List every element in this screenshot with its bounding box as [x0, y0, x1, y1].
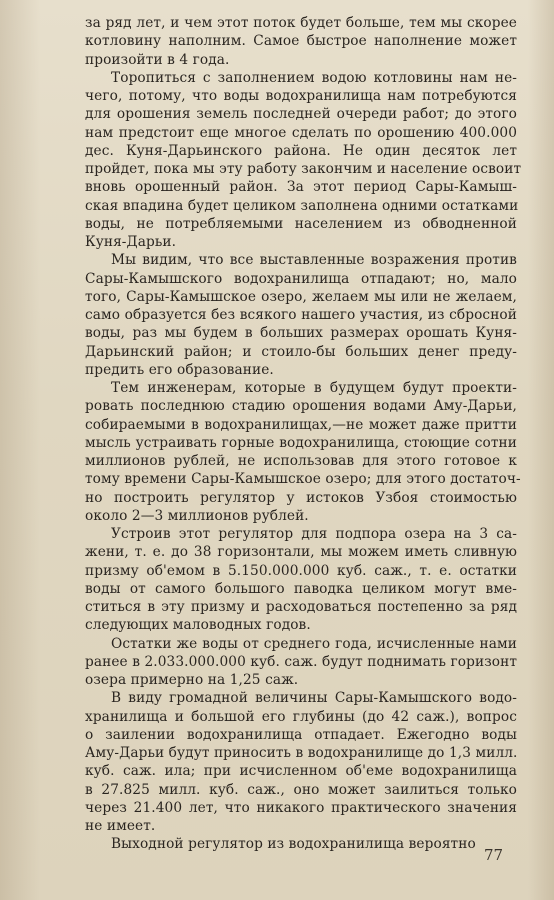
paragraph — [85, 14, 517, 69]
paragraph — [85, 69, 522, 252]
text-line: собираемыми в водохранилищах,—не может даже притти — [85, 416, 517, 433]
text-line: ранее в 2.033.000.000 куб. саж. будут поднимать горизонт — [85, 653, 518, 670]
text-line: произойти в 4 года. — [85, 51, 230, 68]
paragraph — [85, 379, 521, 525]
text-line: предить его образование. — [85, 361, 274, 378]
text-line: Тем инженерам, которые в будущем будут проекти- — [111, 380, 517, 396]
text-line: В виду громадной величины Сары-Камышского водо- — [111, 690, 517, 707]
paragraph — [85, 635, 517, 690]
text-line: ская впадина будет целиком заполнена одними остатками — [85, 197, 519, 214]
text-line: Куня-Дарьи. — [85, 234, 177, 250]
text-line: воды, не потребляемыми населением из обводненной — [85, 215, 517, 232]
text-line: через 21.400 лет, что никакого практического значения — [85, 799, 517, 816]
text-line: пройдет, пока мы эту работу закончим и население освоит — [85, 161, 522, 177]
paragraph — [85, 689, 517, 835]
text-line: вновь орошенный район. За этот период Сары-Камыш- — [85, 179, 517, 196]
paragraph — [85, 251, 517, 379]
text-line: Дарьинский район; и стоило-бы больших денег преду- — [85, 343, 517, 360]
text-line: призму об'емом в 5.150.000.000 куб. саж., т. е. остатки — [85, 562, 517, 579]
text-line: в 27.825 милл. куб. саж., оно может заилиться только — [85, 781, 517, 798]
paragraph — [85, 835, 517, 853]
text-line: мысль устраивать горные водохранилища, стоющие сотни — [85, 434, 517, 451]
page-number: 77 — [484, 846, 504, 864]
text-line: ровать последнюю стадию орошения водами Аму-Дарьи, — [85, 398, 517, 415]
text-line: Аму-Дарьи будут приносить в водохранилище до 1,3 милл. — [85, 745, 518, 761]
text-line: дес. Куня-Дарьинского района. Не один десяток лет — [85, 142, 517, 159]
text-line: озера примерно на 1,25 саж. — [85, 672, 299, 688]
text-line: воды, раз мы будем в больших размерах орошать Куня- — [85, 325, 517, 342]
text-line: куб. саж. ила; при исчисленном об'еме водохранилища — [85, 763, 517, 780]
paragraph — [85, 525, 517, 635]
text-line: того, Сары-Камышское озеро, желаем мы или не желаем, — [85, 288, 517, 305]
text-line: Торопиться с заполнением водою котловины нам не- — [111, 69, 517, 86]
text-line: само образуется без всякого нашего участия, из сбросной — [85, 307, 517, 323]
text-line: Выходной регулятор из водохранилища вероятно — [111, 836, 476, 853]
text-line: чего, потому, что воды водохранилища нам потребуются — [85, 88, 517, 104]
text-line: Устроив этот регулятор для подпора озера на 3 са- — [111, 526, 517, 542]
text-line: Мы видим, что все выставленные возражения против — [111, 252, 517, 269]
text-line: Сары-Камышского водохранилища отпадают; но, мало — [85, 270, 517, 287]
text-line: нам предстоит еще многое сделать по орошению 400.000 — [85, 124, 517, 141]
text-line: но построить регулятор у истоков Узбоя стоимостью — [85, 489, 517, 506]
text-line: не имеет. — [85, 818, 156, 834]
text-line: воды от самого большого паводка целиком могут вме- — [85, 580, 517, 597]
text-line: тому времени Сары-Камышское озеро; для этого достаточ- — [85, 471, 521, 488]
text-line: Остатки же воды от среднего года, исчисленные нами — [111, 635, 517, 652]
text-line: следующих маловодных годов. — [85, 617, 311, 634]
text-line: жени, т. е. до 38 горизонтали, мы можем иметь сливную — [85, 544, 517, 561]
text-line: около 2—3 миллионов рублей. — [85, 507, 309, 524]
text-line: для орошения земель последней очереди работ; до этого — [85, 106, 517, 123]
page-text — [85, 14, 522, 854]
text-line: котловину наполним. Самое быстрое наполнение может — [85, 33, 517, 50]
text-line: за ряд лет, и чем этот поток будет больше, тем мы скорее — [85, 15, 517, 31]
text-line: хранилища и большой его глубины (до 42 саж.), вопрос — [85, 708, 517, 725]
text-line: миллионов рублей, не использовав для этого готовое к — [85, 453, 517, 469]
text-line: о заилении водохранилища отпадает. Ежегодно воды — [85, 726, 517, 743]
text-line: ститься в эту призму и расходоваться постепенно за ряд — [85, 599, 517, 615]
